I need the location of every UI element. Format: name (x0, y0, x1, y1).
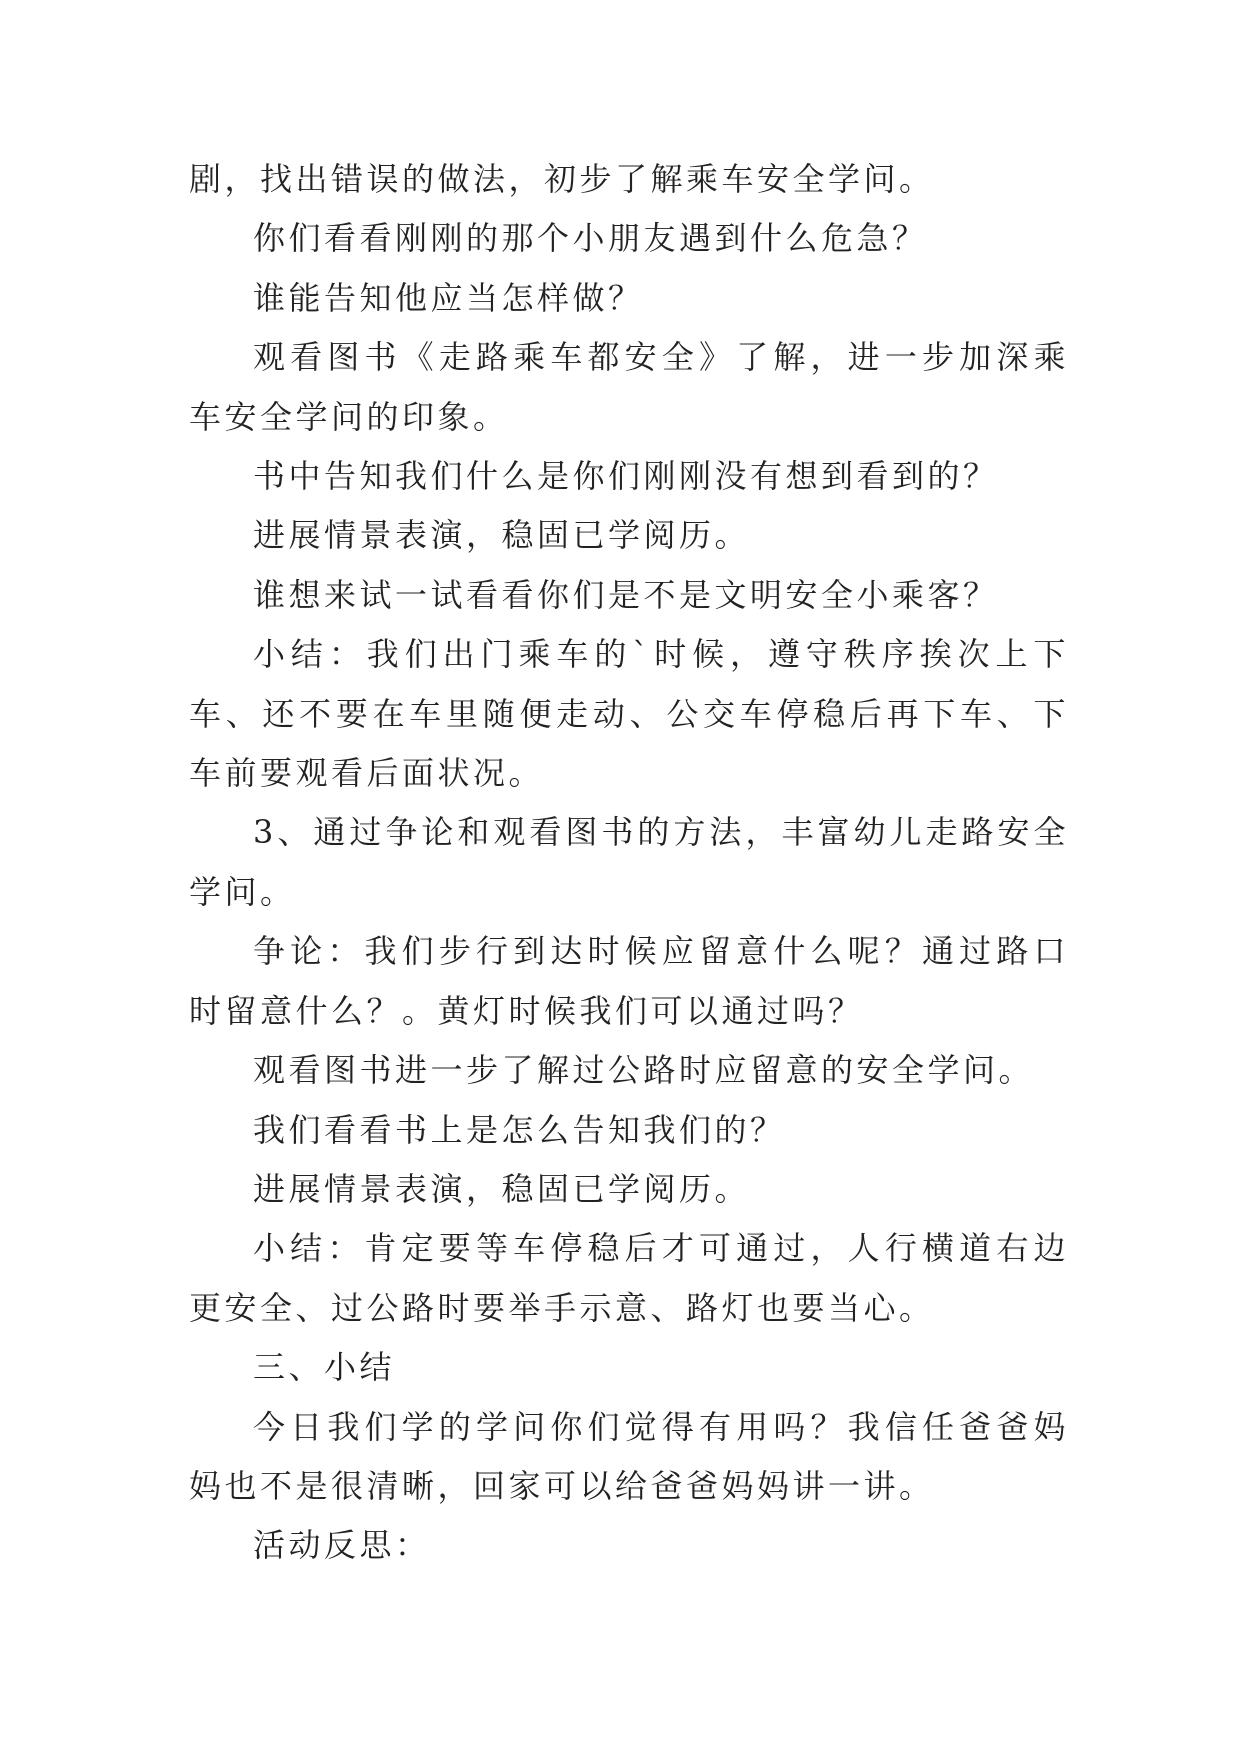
paragraph: 进展情景表演，稳固已学阅历。 (253, 516, 751, 555)
paragraph: 活动反思： (253, 1526, 431, 1565)
paragraph: 剧，找出错误的做法，初步了解乘车安全学问。 (189, 160, 935, 198)
paragraph: 你们看看刚刚的那个小朋友遇到什么危急？ (253, 219, 928, 258)
paragraph: 小结：肯定要等车停稳后才可通过，人行横道右边更安全、过公路时要举手示意、路灯也要当心。 (189, 1229, 1069, 1327)
paragraph: 书中告知我们什么是你们刚刚没有想到看到的？ (253, 457, 999, 496)
paragraph: 3、通过争论和观看图书的方法，丰富幼儿走路安全学问。 (189, 813, 1069, 911)
section-heading: 三、小结 (253, 1348, 396, 1387)
paragraph: 谁能告知他应当怎样做？ (253, 278, 644, 317)
paragraph: 观看图书《走路乘车都安全》了解，进一步加深乘车安全学问的印象。 (189, 338, 1069, 436)
paragraph: 小结：我们出门乘车的`时候，遵守秩序挨次上下车、还不要在车里随便走动、公交车停稳后再下车、下车前要观看后面状况。 (189, 635, 1069, 793)
paragraph: 争论：我们步行到达时候应留意什么呢？通过路口时留意什么？。黄灯时候我们可以通过吗？ (189, 932, 1069, 1030)
document-body (189, 150, 1069, 1576)
paragraph: 我们看看书上是怎么告知我们的？ (253, 1110, 786, 1149)
paragraph: 进展情景表演，稳固已学阅历。 (253, 1169, 751, 1208)
paragraph: 谁想来试一试看看你们是不是文明安全小乘客？ (253, 575, 999, 614)
paragraph: 观看图书进一步了解过公路时应留意的安全学问。 (253, 1051, 1035, 1090)
paragraph: 今日我们学的学问你们觉得有用吗？我信任爸爸妈妈也不是很清晰，回家可以给爸爸妈妈讲一讲。 (189, 1407, 1069, 1505)
